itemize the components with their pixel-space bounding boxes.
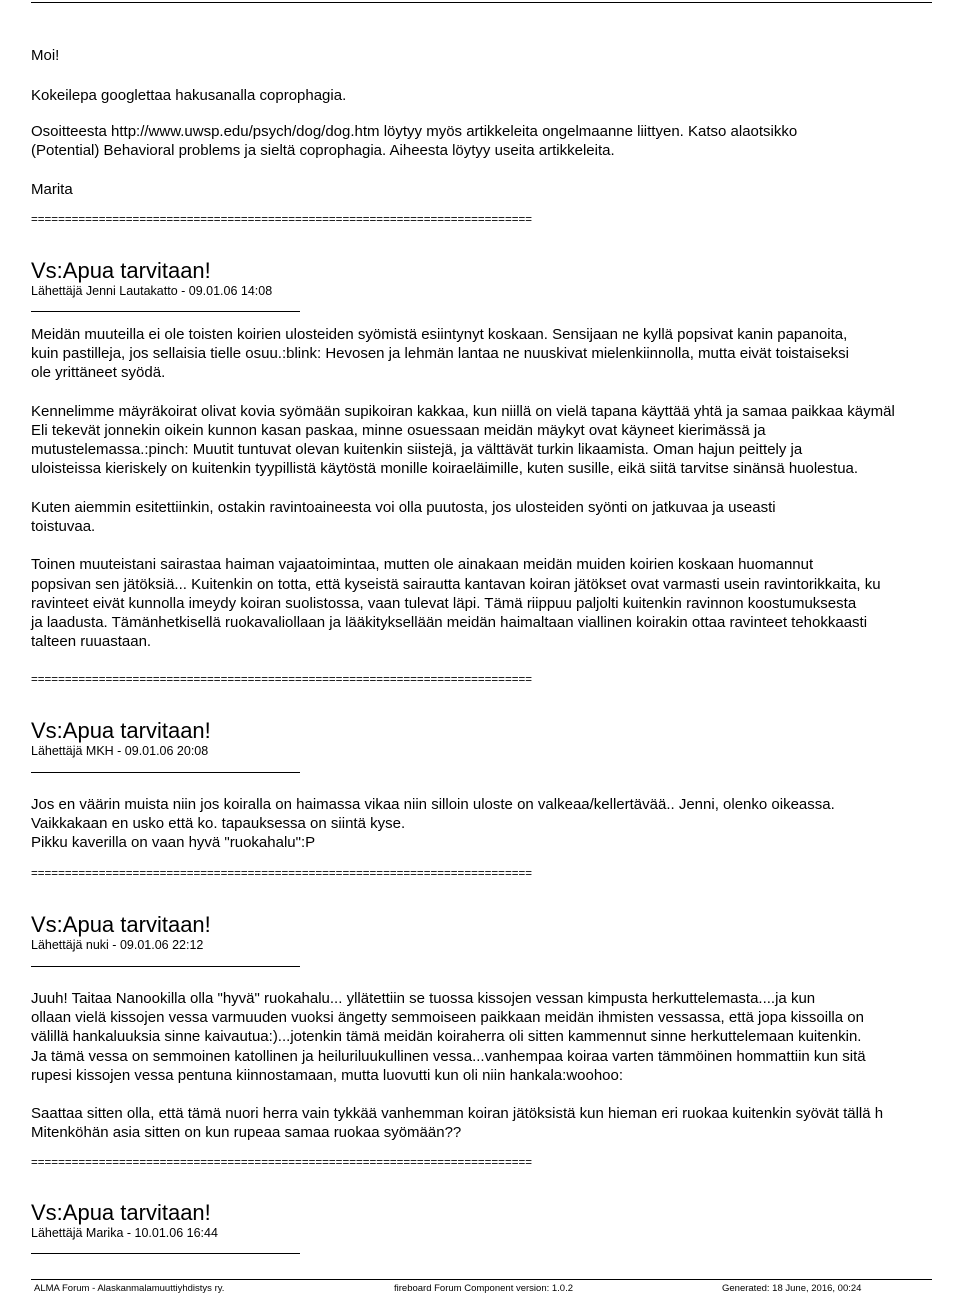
post [31, 1200, 300, 1254]
meta-rule [31, 772, 300, 773]
separator: ========================================================================== [31, 213, 533, 226]
meta-rule [31, 966, 300, 967]
post-line: mutustelemassa.:pinch: Muutit tuntuvat olevan kuitenkin siistejä, ja välttävät turkin likaamista. Oman hajun peittely ja [31, 441, 803, 459]
post-title: Vs:Apua tarvitaan! [31, 258, 211, 283]
post-title: Vs:Apua tarvitaan! [31, 1200, 211, 1225]
post-line: rupesi kissojen vessa pentuna kiinnostamaan, mutta luovutti kun oli niin hankala:woohoo: [31, 1066, 624, 1084]
signature: Marita [31, 181, 73, 198]
post-line: Kennelimme mäyräkoirat olivat kovia syömään supikoiran kakkaa, kun niillä on vielä tapana käyttää yhtä ja samaa paikkaa käymäl [31, 402, 895, 420]
post-line: Ja tämä vessa on semmoinen katollinen ja heiluriluukullinen vessa...vanhempaa koiraa varten tämmöinen hommattiin kun sitä [31, 1047, 866, 1065]
page-footer [34, 1283, 934, 1295]
post-line: talteen ruuastaan. [31, 633, 152, 651]
post-line: välillä hankaluuksia sinne kaivautua:)...jotenkin tämä meidän koiraherra oli sitten kammennut sinne herkuttelemaan kuitenkin. [31, 1028, 862, 1046]
intro-line: Kokeilepa googlettaa hakusanalla coprophagia. [31, 87, 347, 104]
greeting: Moi! [31, 47, 60, 64]
post-line: Vaikkakaan en usko että ko. tapauksessa on siintä kyse. [31, 815, 406, 833]
post-body [31, 795, 835, 853]
post-body [31, 989, 883, 1143]
intro-line: Osoitteesta http://www.uwsp.edu/psych/dog/dog.htm löytyy myös artikkeleita ongelmaanne liittyen. Katso alaotsikko [31, 123, 798, 140]
post-line [31, 1085, 883, 1104]
post-title: Vs:Apua tarvitaan! [31, 718, 211, 743]
post [31, 912, 883, 1143]
post-line: Mitenköhän asia sitten on kun rupeaa samaa ruokaa syömään?? [31, 1124, 462, 1142]
post-line: ollaan vielä kissojen vessa varmuuden vuoksi ängetty semmoiseen paikkaan meidän ihmisten vessassa, että jopa kissoilla on [31, 1009, 864, 1027]
post-line [31, 479, 895, 498]
post-line: ravinteet eivät kunnolla imeydy koiran suolistossa, vaan tulevat läpi. Tämä riippuu paljolti kuitenkin ravinnon koostumuksesta [31, 594, 857, 612]
meta-rule [31, 311, 300, 312]
separator: ========================================================================== [31, 673, 533, 686]
post-meta: Lähettäjä nuki - 09.01.06 22:12 [31, 938, 204, 952]
post [31, 258, 895, 651]
post [31, 718, 835, 853]
post-meta: Lähettäjä MKH - 09.01.06 20:08 [31, 744, 209, 758]
post-line: Toinen muuteistani sairastaa haiman vajaatoimintaa, mutten ole ainakaan meidän muiden koirien koskaan huomannut [31, 556, 814, 574]
post-meta: Lähettäjä Jenni Lautakatto - 09.01.06 14:08 [31, 284, 273, 298]
post-line [31, 383, 895, 402]
post-line: Juuh! Taitaa Nanookilla olla "hyvä" ruokahalu... yllätettiin se tuossa kissojen vessan kimpusta herkuttelemasta....ja kun [31, 990, 816, 1007]
post-line: Meidän muuteilla ei ole toisten koirien ulosteiden syömistä esiintynyt koskaan. Sensijaan ne kyllä popsivat kanin papanoita, [31, 326, 848, 343]
footer-version: fireboard Forum Component version: 1.0.2 [394, 1283, 574, 1294]
separator: ========================================================================== [31, 867, 533, 880]
post-line: toistuvaa. [31, 518, 96, 535]
footer-site: ALMA Forum - Alaskanmalamuuttiyhdistys ry. [34, 1283, 225, 1294]
post-line: Pikku kaverilla on vaan hyvä "ruokahalu":P [31, 834, 316, 852]
post-body [31, 325, 895, 651]
separator: ========================================================================== [31, 1156, 533, 1169]
post-line: Kuten aiemmin esitettiinkin, ostakin ravintoaineesta voi olla puutosta, jos ulosteiden syönti on jatkuvaa ja useasti [31, 498, 776, 516]
post-line: Eli tekevät jonnekin oikein kunnon kasan paskaa, minne osuessaan meidän mäykyt ovat käyneet kierimässä ja [31, 422, 766, 439]
post-line: Jos en väärin muista niin jos koiralla on haimassa vikaa niin silloin uloste on valkeaa/kellertävää.. Jenni, olenko oikeassa. [31, 796, 835, 813]
post-title: Vs:Apua tarvitaan! [31, 912, 211, 937]
meta-rule [31, 1253, 300, 1254]
post-line: ole yrittäneet syödä. [31, 364, 166, 382]
footer-generated: Generated: 18 June, 2016, 00:24 [722, 1283, 862, 1294]
post-line: ja laadusta. Tämänhetkisellä ruokavaliollaan ja lääkityksellään meidän haimaltaan viallinen koirakin ottaa ravinteet tehokkaasti [31, 614, 868, 631]
post-line: popsivan sen jätöksiä... Kuitenkin on totta, että kyseistä sairautta kantavan koiran jätökset ovat varmasti usein ravintorikkaita, ku [31, 575, 881, 593]
post-line [31, 536, 895, 555]
intro-line: (Potential) Behavioral problems ja sieltä coprophagia. Aiheesta löytyy useita artikkeleita. [31, 142, 615, 159]
top-rule [31, 2, 932, 3]
post-line: kuin pastilleja, jos sellaisia tielle osuu.:blink: Hevosen ja lehmän lantaa ne nuuskivat mielenkiinnolla, mutta eivät toistaiseksi [31, 345, 849, 363]
post-meta: Lähettäjä Marika - 10.01.06 16:44 [31, 1226, 218, 1240]
post-line: Saattaa sitten olla, että tämä nuori herra vain tykkää vanhemman koiran jätöksistä kun hieman eri ruokaa kuitenkin syövät tällä h [31, 1105, 884, 1123]
footer-rule [31, 1279, 932, 1280]
post-line: uloisteissa kieriskely on kuitenkin tyypillistä käytöstä monille koiraeläimille, kuten susille, eikä siitä tarvitse sinänsä huolestua. [31, 460, 859, 478]
